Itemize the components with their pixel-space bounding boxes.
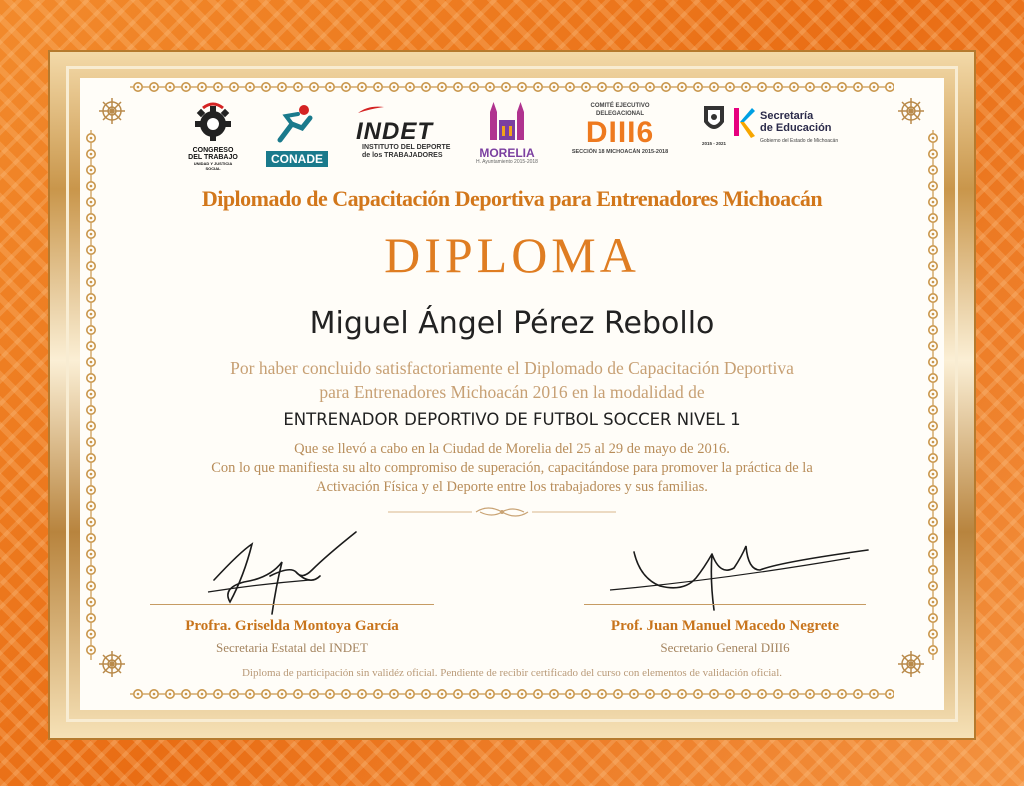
diii6-top: COMITÉ EJECUTIVO DELEGACIONAL [590, 103, 650, 117]
signer-role-left: Secretaria Estatal del INDET [216, 640, 368, 655]
ornament-border-top [130, 80, 894, 94]
details-line-3: Activación Física y el Deporte entre los trabajadores y sus familias. [316, 479, 708, 495]
diii6-sub: SECCIÓN 18 MICHOACÁN 2015-2018 [571, 149, 669, 155]
congreso-line2: DEL TRABAJO [188, 154, 238, 161]
coat-of-arms-icon [701, 102, 727, 136]
congreso-del-trabajo-logo [188, 102, 238, 171]
sponsor-logos [180, 102, 850, 170]
corner-ornament-icon [97, 96, 127, 126]
conade-label: CONADE [266, 151, 328, 167]
document-title: DIPLOMA [384, 227, 640, 283]
disclaimer: Diploma de participación sin validéz oficial. Pendiente de recibir certificado del curso con elementos de validación oficial. [241, 667, 782, 679]
body-line-1: Por haber concluido satisfactoriamente el Diplomado de Capacitación Deportiva [230, 358, 794, 378]
signer-role-right: Secretario General DIII6 [660, 640, 790, 655]
diii6-label: DIII6 [585, 116, 655, 149]
congreso-line1: CONGRESO [192, 147, 234, 154]
secretaria-educacion-logo [732, 102, 848, 162]
signature-line-left [150, 604, 434, 605]
body-line-2: para Entrenadores Michoacán 2016 en la modalidad de [319, 382, 705, 402]
morelia-logo [474, 102, 540, 168]
indet-label: INDET [356, 118, 433, 145]
ornamental-divider [388, 504, 616, 520]
indet-logo [356, 102, 456, 166]
runner-icon [266, 102, 328, 146]
indet-line1: INSTITUTO DEL DEPORTE [362, 144, 451, 151]
signature-right [600, 540, 870, 618]
secretaria-line3: Gobierno del Estado de Michoacán [760, 138, 839, 144]
morelia-sub: H. Ayuntamiento 2015-2018 [476, 159, 538, 165]
congreso-line3: UNIDAD Y JUSTICIA SOCIAL [193, 161, 233, 171]
modality: ENTRENADOR DEPORTIVO DE FUTBOL SOCCER NIVEL 1 [283, 410, 741, 429]
signer-name-right: Prof. Juan Manuel Macedo Negrete [610, 618, 840, 634]
secretaria-line2: de Educación [760, 122, 832, 134]
indet-line2: de los TRABAJADORES [362, 152, 443, 159]
recipient-name: Miguel Ángel Pérez Rebollo [309, 306, 715, 341]
morelia-label: MORELIA [479, 146, 535, 160]
corner-ornament-icon [896, 96, 926, 126]
k-symbol-icon [732, 102, 756, 142]
michoacan-years: 2015 - 2021 [701, 141, 727, 146]
body-text [80, 356, 944, 404]
secretaria-line1: Secretaría [760, 110, 814, 122]
signature-line-right [584, 604, 866, 605]
diii6-logo [568, 102, 672, 166]
cathedral-icon [484, 102, 530, 142]
details-line-2: Con lo que manifiesta su alto compromiso de superación, capacitándose para promover la práctica de la [211, 460, 813, 476]
signature-left [200, 522, 370, 620]
gear-icon [188, 102, 238, 142]
michoacan-logo [700, 102, 728, 164]
course-title: Diplomado de Capacitación Deportiva para Entrenadores Michoacán [201, 186, 823, 211]
details-text [80, 440, 944, 497]
swoosh-icon [356, 105, 386, 115]
conade-logo [266, 102, 328, 164]
ornament-border-bottom [130, 687, 894, 701]
signer-name-left: Profra. Griselda Montoya García [185, 618, 399, 634]
details-line-1: Que se llevó a cabo en la Ciudad de Morelia del 25 al 29 de mayo de 2016. [294, 441, 730, 457]
